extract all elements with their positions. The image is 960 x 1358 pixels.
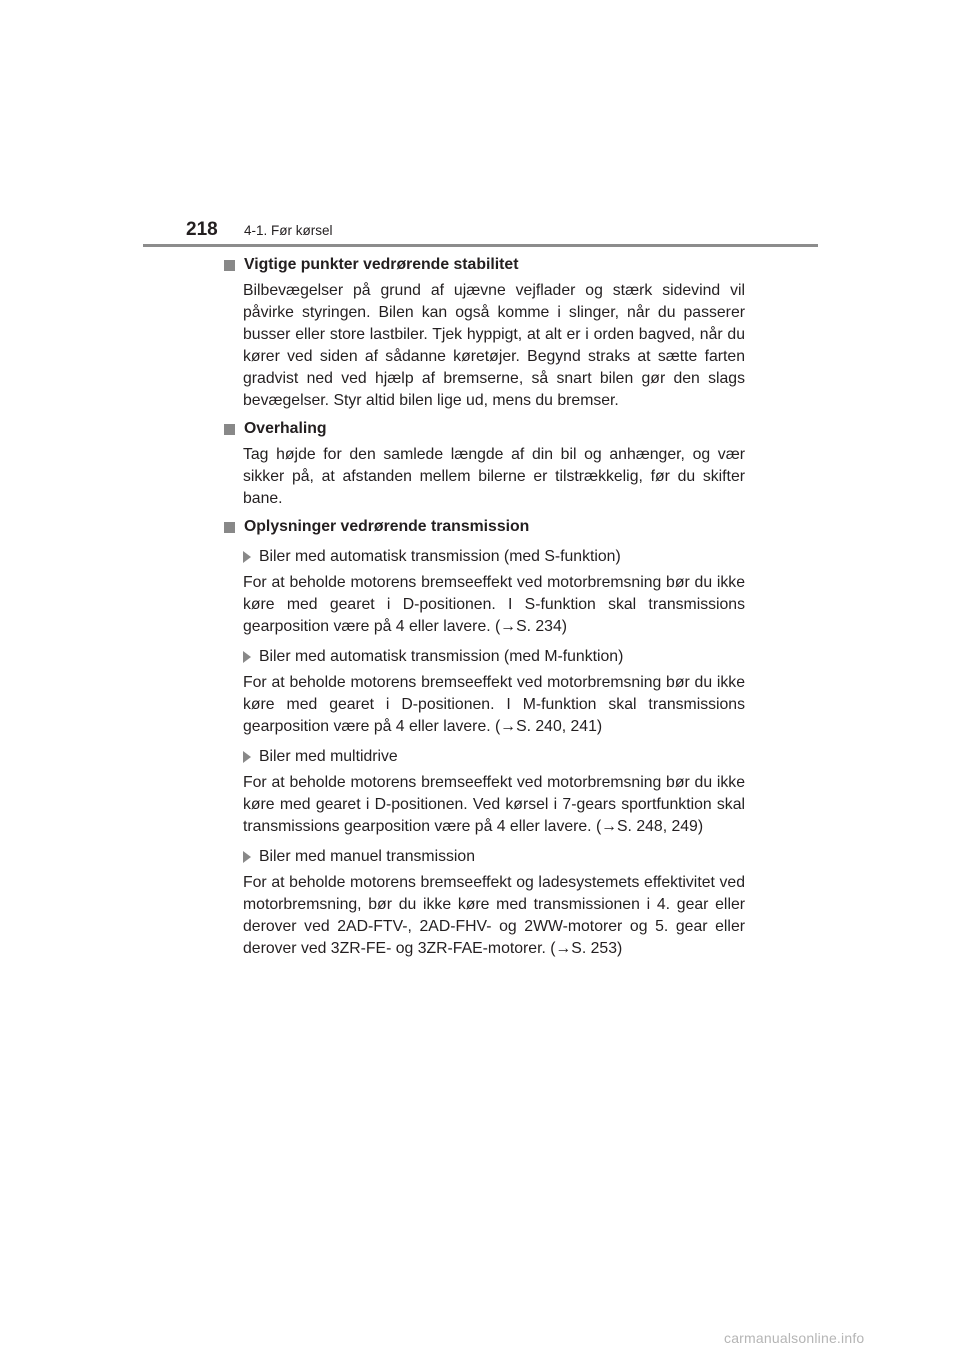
- section-overtaking: [223, 418, 745, 510]
- sub-item-label: [243, 846, 745, 868]
- section-paragraph: Tag højde for den samlede længde af din bil og anhænger, og vær sikker på, at afstanden mellem bilerne er tilstrækkelig, før du skifter bane.: [243, 446, 745, 507]
- square-bullet-icon: [224, 424, 235, 435]
- sub-item-label-text: Biler med automatisk transmission (med S-funktion): [259, 548, 621, 565]
- section-heading: [223, 418, 745, 440]
- sub-item-paragraph: For at beholde motorens bremseeffekt ved motorbremsning bør du ikke køre med gearet i D-positionen. I S-funktion skal transmissions gearposition være på 4 eller lavere. (→S. 234): [243, 574, 745, 635]
- sub-item-paragraph: For at beholde motorens bremseeffekt ved motorbremsning bør du ikke køre med gearet i D-positionen. I M-funktion skal transmissions gearposition være på 4 eller lavere. (→S. 240, 241): [243, 674, 745, 735]
- section-title: 4-1. Før kørsel: [244, 223, 333, 238]
- sub-item-label: [243, 546, 745, 568]
- sub-item-label-text: Biler med multidrive: [259, 748, 398, 765]
- section-heading: [223, 254, 745, 276]
- section-paragraph: Bilbevægelser på grund af ujævne vejflader og stærk sidevind vil påvirke styringen. Bilen kan også komme i slinger, når du passerer busser eller store lastbiler. Tjek hyppigt, at alt er i orden bagved, når du kører ved siden af sådanne køretøjer. Begynd straks at sætte farten gradvist ned ved hjælp af bremserne, så snart bilen gør den slags bevægelser. Styr altid bilen lige ud, mens du bremser.: [243, 282, 745, 409]
- triangle-bullet-icon: [243, 651, 251, 663]
- sub-item-paragraph: For at beholde motorens bremseeffekt ved motorbremsning bør du ikke køre med gearet i D-positionen. Ved kørsel i 7-gears sportfunktion skal transmissions gearposition være på 4 eller lavere. (→S. 248, 249): [243, 774, 745, 835]
- watermark: carmanualsonline.info: [724, 1330, 865, 1346]
- triangle-bullet-icon: [243, 551, 251, 563]
- triangle-bullet-icon: [243, 851, 251, 863]
- sub-item-label-text: Biler med manuel transmission: [259, 848, 475, 865]
- section-transmission: [223, 516, 745, 960]
- section-stability: [223, 254, 745, 412]
- sub-item-label: [243, 746, 745, 768]
- sub-item-label-text: Biler med automatisk transmission (med M-funktion): [259, 648, 624, 665]
- section-heading: [223, 516, 745, 538]
- sub-item-label: [243, 646, 745, 668]
- square-bullet-icon: [224, 522, 235, 533]
- triangle-bullet-icon: [243, 751, 251, 763]
- page-content: [223, 254, 745, 966]
- square-bullet-icon: [224, 260, 235, 271]
- section-heading-text: Vigtige punkter vedrørende stabilitet: [244, 256, 519, 273]
- section-heading-text: Oplysninger vedrørende transmission: [244, 518, 530, 535]
- page-number: 218: [186, 219, 218, 240]
- sub-item-paragraph: For at beholde motorens bremseeffekt og ladesystemets effektivitet ved motorbremsning, bør du ikke køre med transmissionen i 4. gear eller derover ved 2AD-FTV-, 2AD-FHV- og 2WW-motorer og 5. gear eller derover ved 3ZR-FE- og 3ZR-FAE-motorer. (→S. 253): [243, 874, 745, 957]
- section-heading-text: Overhaling: [244, 420, 327, 437]
- header-divider: [143, 244, 818, 247]
